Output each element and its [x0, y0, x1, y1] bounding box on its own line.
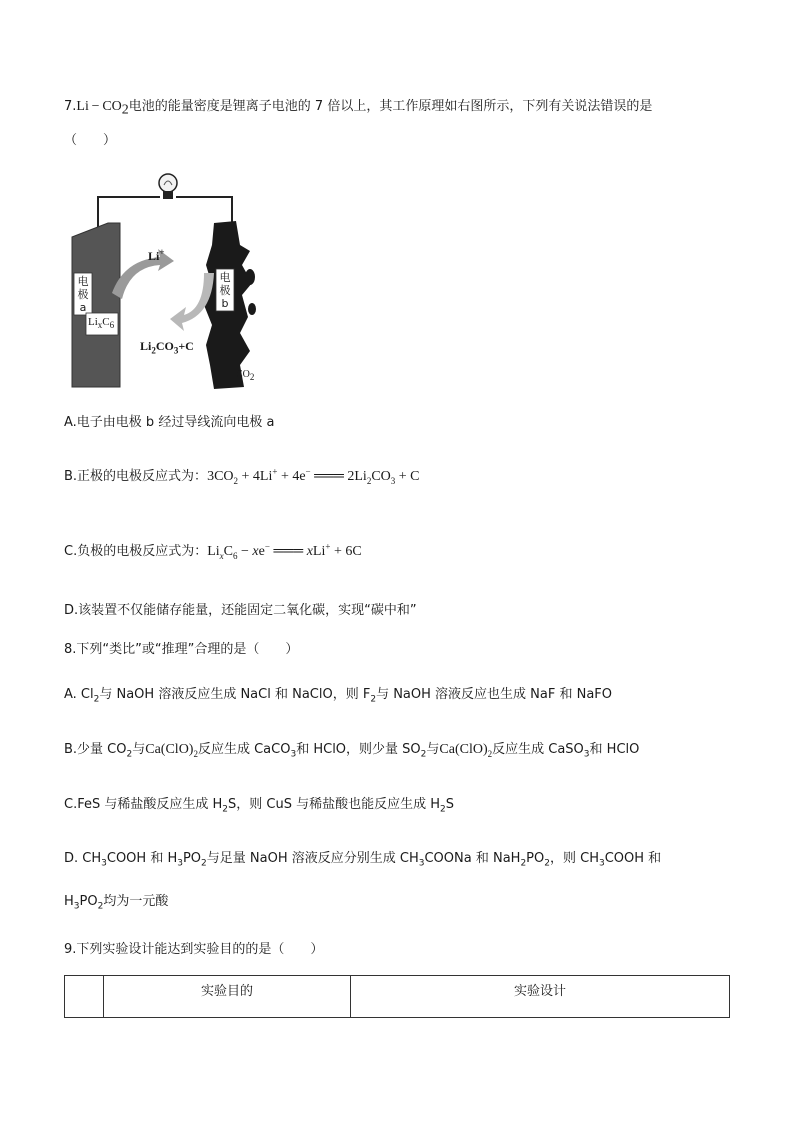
q9-stem: 9.下列实验设计能达到实验目的的是（ ）	[64, 942, 324, 957]
q8-option-d-line1: D. $CH_3COOH$ 和 $H_3PO_2$与足量 NaOH 溶液反应分别生成 $CH_3COONa$ 和 $NaH_2PO_2$，则 $CH_3COOH$ 和	[64, 851, 662, 869]
electrode-a-label: 电 极 a	[77, 275, 89, 314]
li-ion-label: Li+	[148, 247, 165, 263]
q7-stem: $7.Li - CO_2$电池的能量密度是锂离子电池的 7 倍以上，其工作原理如右图所示，下列有关说法错误的是	[64, 99, 653, 118]
experiment-table	[64, 975, 730, 1018]
q8-option-c: C.FeS 与稀盐酸反应生成 $H_2S$，则 CuS 与稀盐酸也能反应生成 $H_2S$	[64, 797, 455, 815]
q8-option-d-line2: $H_3PO_2$均为一元酸	[64, 894, 169, 912]
battery-diagram	[64, 165, 278, 395]
q7-option-a: A.电子由电极 b 经过导线流向电极 a	[64, 415, 275, 430]
q7-option-c: C.负极的电极反应式为：$Li_xC_6 - xe^-$ ═══ xLi+ + 6C	[64, 541, 362, 561]
q7-option-b: B.正极的电极反应式为：$3CO_2 + 4Li^+ + 4e^-$ ═══ $2Li_2CO_3 + C$	[64, 466, 420, 486]
lixc6-label: $Li_xC_6$	[88, 316, 115, 331]
q8-stem: 8.下列“类比”或“推理”合理的是（ ）	[64, 642, 299, 657]
table-header-cell: 实验设计	[351, 976, 730, 1018]
table-header-cell: 实验目的	[104, 976, 351, 1018]
q7-option-d: D.该装置不仅能储存能量，还能固定二氧化碳，实现“碳中和”	[64, 603, 417, 618]
li2co3-label: $Li_2CO_3+C$	[140, 339, 194, 356]
electrode-b-label: 电 极 b	[219, 271, 231, 310]
co2-label: $CO_2$	[236, 369, 255, 382]
q8-option-b: B.少量 $CO_2$与$Ca(ClO)_2$反应生成 CaCO$_3$和 HClO，则少量 $SO_2$与$Ca(ClO)_2$反应生成 CaSO$_3$和 HClO	[64, 742, 640, 760]
table-header-row	[65, 976, 730, 1018]
battery-figure	[64, 165, 278, 395]
arrow-b-to-a	[170, 273, 214, 331]
bulb-icon	[159, 174, 177, 199]
q8-option-a: A. $Cl_2$与 NaOH 溶液反应生成 NaCl 和 NaClO，则 $F_2$与 NaOH 溶液反应也生成 NaF 和 NaFO	[64, 687, 612, 705]
q7-answer-paren: （ ）	[64, 133, 117, 148]
arrow-a-to-b	[112, 249, 174, 299]
table-header-cell	[65, 976, 104, 1018]
